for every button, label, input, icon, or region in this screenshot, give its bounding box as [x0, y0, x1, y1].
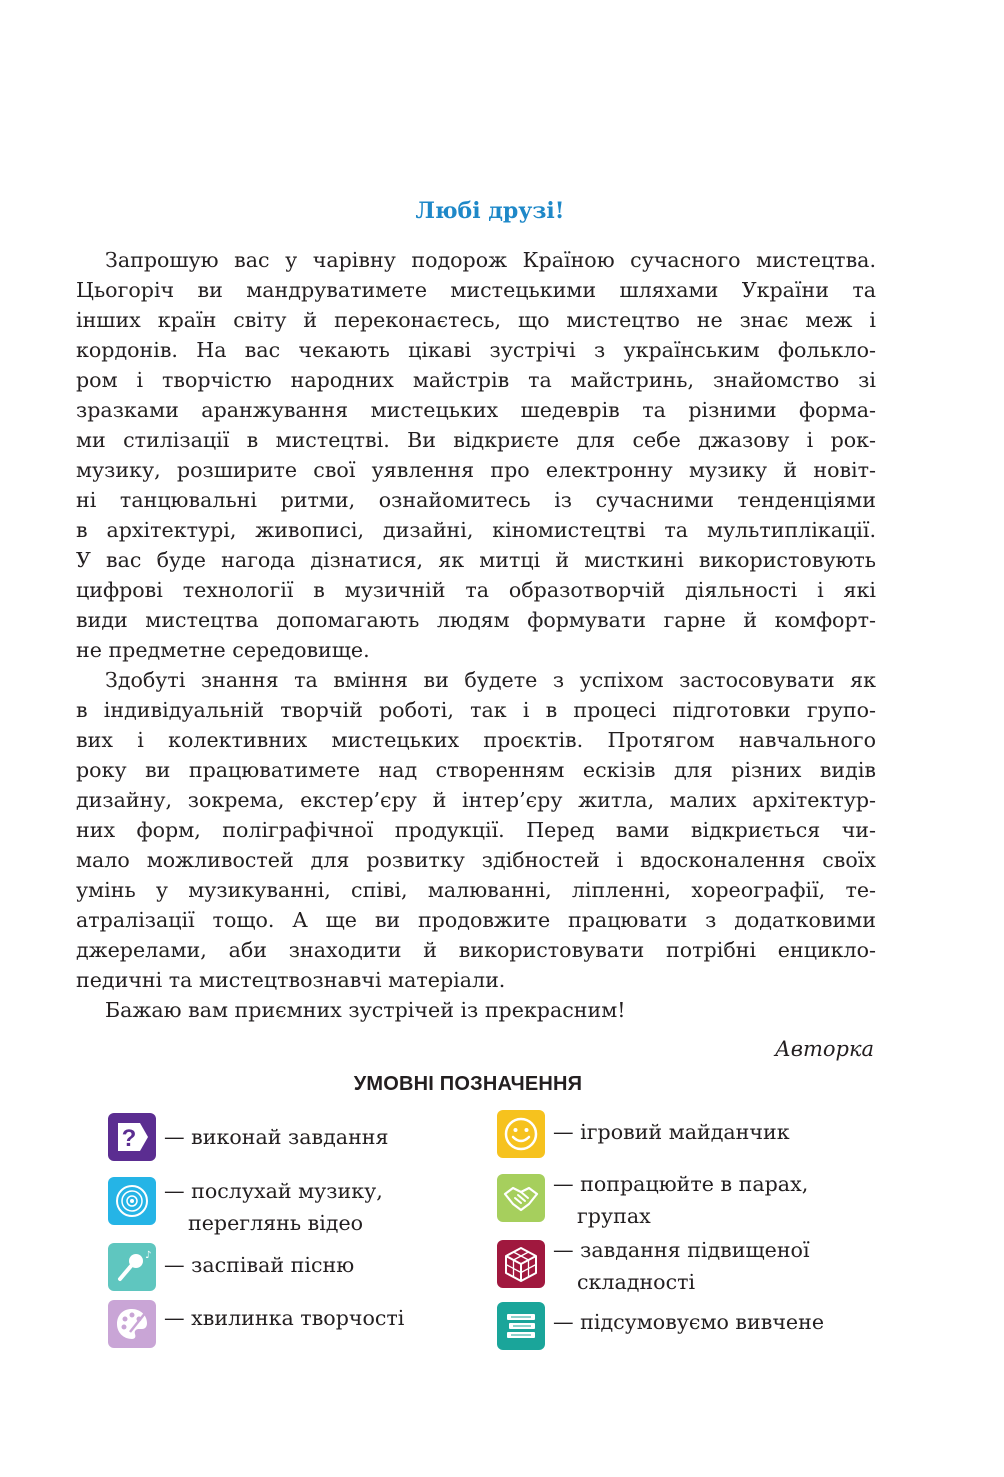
letter-line: умінь у музикуванні, співі, малюванні, ліпленні, хореографії, те-: [76, 878, 876, 902]
letter-line: інших країн світу й переконаєтесь, що мистецтво не знає меж і: [76, 308, 876, 332]
legend-label-line: — підсумовуємо вивчене: [553, 1310, 825, 1334]
svg-text:♪: ♪: [145, 1250, 152, 1261]
letter-line: року ви працюватимете над створенням ескізів для різних видів: [76, 758, 876, 782]
letter-line: види мистецтва допомагають людям формувати гарне й комфорт-: [76, 608, 876, 632]
legend-item-pairs: [497, 1174, 808, 1232]
legend-item-task: [108, 1113, 389, 1161]
legend-label: [164, 1302, 404, 1334]
legend-item-music: [108, 1177, 383, 1239]
smiley-icon: [497, 1110, 545, 1158]
legend-label-line: — заспівай пісню: [164, 1253, 355, 1277]
microphone-icon: [108, 1243, 156, 1291]
letter-line: ні танцювальні ритми, ознайомитесь із сучасними тенденціями: [76, 488, 876, 512]
letter-line: зразками аранжування мистецьких шедеврів та різними форма-: [76, 398, 876, 422]
books-icon: [497, 1302, 545, 1350]
letter-line: Здобуті знання та вміння ви будете з успіхом застосовувати як: [105, 668, 876, 692]
letter-line: в архітектурі, живописі, дизайні, кіномистецтві та мультиплікації.: [76, 518, 876, 542]
letter-line: вих і колективних мистецьких проєктів. Протягом навчального: [76, 728, 876, 752]
legend-label: [553, 1116, 790, 1148]
svg-text:?: ?: [121, 1125, 137, 1152]
letter-body: [76, 245, 876, 1025]
letter-title: Любі друзі!: [415, 198, 565, 224]
legend-label-line: — виконай завдання: [164, 1125, 389, 1149]
handshake-icon: [497, 1174, 545, 1222]
letter-line: кордонів. На вас чекають цікаві зустрічі з українським фолькло-: [76, 338, 876, 362]
legend-label-line: — хвилинка творчості: [164, 1306, 405, 1330]
legend-label: [553, 1306, 824, 1338]
legend-label-line: переглянь відео: [188, 1211, 364, 1235]
letter-line: них форм, поліграфічної продукції. Перед вами відкриється чи-: [76, 818, 876, 842]
letter-line: У вас буде нагода дізнатися, як митці й мисткині використовують: [76, 548, 876, 572]
legend-item-game: [497, 1110, 790, 1158]
letter-line: атралізації тощо. А ще ви продовжите працювати з додатковими: [76, 908, 876, 932]
legend-title: УМОВНІ ПОЗНАЧЕННЯ: [353, 1073, 583, 1095]
letter-line: джерелами, аби знаходити й використовувати потрібні енцикло-: [76, 938, 876, 962]
legend-label-line: — завдання підвищеної: [553, 1238, 810, 1262]
legend-label: [164, 1249, 354, 1281]
letter-line: в індивідуальній творчій роботі, так і в процесі підготовки групо-: [76, 698, 876, 722]
cube-icon: [497, 1240, 545, 1288]
letter-line: музику, розширите свої уявлення про електронну музику й новіт-: [76, 458, 876, 482]
legend-item-sing: [108, 1243, 354, 1291]
letter-line: Бажаю вам приємних зустрічей із прекрасним!: [105, 998, 626, 1022]
palette-icon: [108, 1300, 156, 1348]
music-disc-icon: [108, 1177, 156, 1225]
letter-line: не предметне середовище.: [76, 638, 370, 662]
question-task-icon: [108, 1113, 156, 1161]
legend-label-line: — попрацюйте в парах,: [553, 1172, 809, 1196]
letter-line: Запрошую вас у чарівну подорож Країною сучасного мистецтва.: [105, 248, 876, 272]
legend-label-line: групах: [577, 1204, 651, 1228]
letter-line: дизайну, зокрема, екстер’єру й інтер’єру житла, малих архітектур-: [76, 788, 876, 812]
legend-label-line: — ігровий майданчик: [553, 1120, 790, 1144]
legend-label: [553, 1234, 810, 1298]
letter-line: ми стилізації в мистецтві. Ви відкриєте для себе джазову і рок-: [76, 428, 876, 452]
legend-label: [164, 1121, 389, 1153]
legend-label: [553, 1168, 808, 1232]
legend-item-summary: [497, 1302, 824, 1350]
letter-line: педичні та мистецтвознавчі матеріали.: [76, 968, 506, 992]
legend-label-line: — послухай музику,: [164, 1179, 383, 1203]
letter-line: мало можливостей для розвитку здібностей і вдосконалення своїх: [76, 848, 876, 872]
letter-line: Цьогоріч ви мандруватимете мистецькими шляхами України та: [76, 278, 876, 302]
legend-label: [164, 1175, 383, 1239]
letter-line: цифрові технології в музичній та образотворчій діяльності і які: [76, 578, 876, 602]
legend-item-creativity: [108, 1300, 404, 1348]
legend-item-advanced: [497, 1240, 810, 1298]
legend-label-line: складності: [577, 1270, 696, 1294]
letter-line: ром і творчістю народних майстрів та майстринь, знайомство зі: [76, 368, 876, 392]
signature: Авторка: [774, 1037, 874, 1061]
